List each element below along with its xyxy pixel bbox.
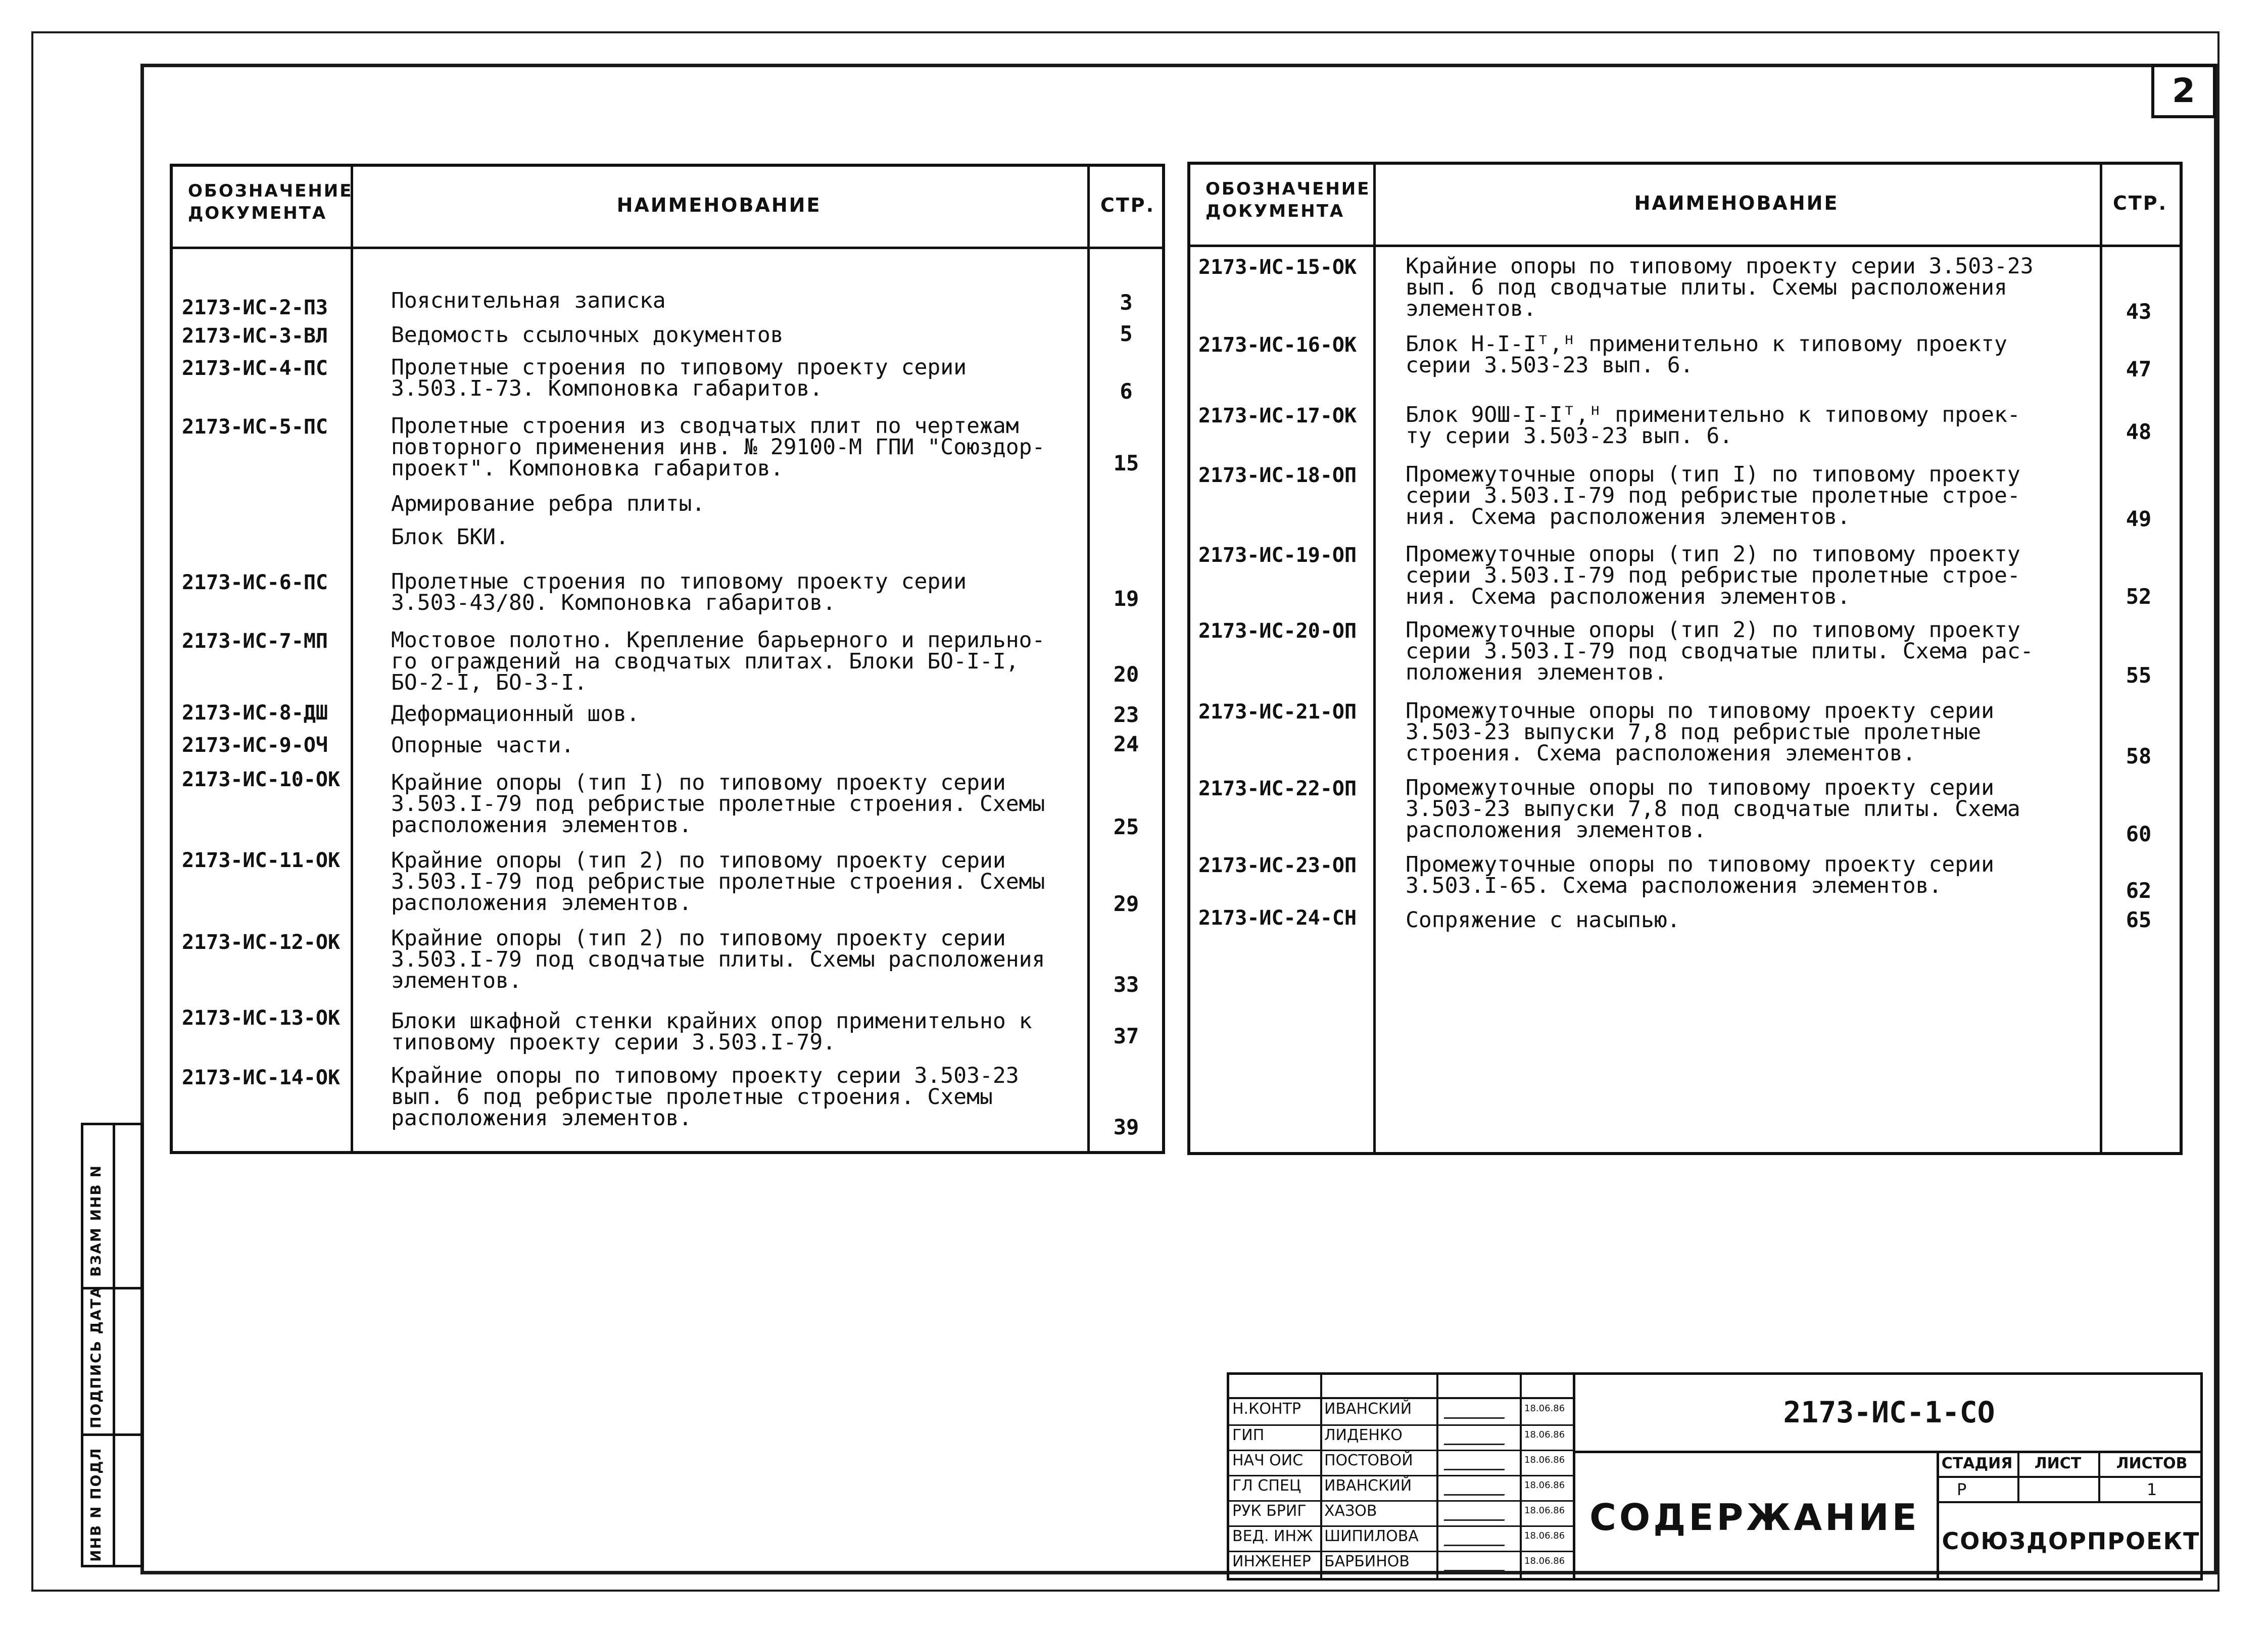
row-page: 29 <box>1113 891 1139 916</box>
staff-top-divider <box>1229 1397 1573 1399</box>
header-designation: ОБОЗНАЧЕНИЕ ДОКУМЕНТА <box>1205 179 1371 221</box>
stage-value: Р <box>1957 1480 1967 1499</box>
row-page: 43 <box>2126 299 2152 324</box>
row-code: 2173-ИС-19-ОП <box>1198 544 1357 567</box>
staff-name: ШИПИЛОВА <box>1324 1527 1419 1545</box>
row-name: Пролетные строения по типовому проекту серии 3.503-43/80. Компоновка габаритов. <box>391 569 967 615</box>
staff-role: НАЧ ОИС <box>1232 1452 1304 1469</box>
row-code: 2173-ИС-12-ОК <box>182 931 341 954</box>
row-name: Деформационный шов. <box>391 701 640 727</box>
row-code: 2173-ИС-14-ОК <box>182 1066 341 1089</box>
row-page: 47 <box>2126 357 2152 381</box>
staff-signature <box>1443 1530 1510 1546</box>
sheet-number: 2 <box>2151 64 2216 118</box>
row-page: 25 <box>1113 814 1139 839</box>
staff-signature <box>1443 1403 1510 1419</box>
row-code: 2173-ИС-22-ОП <box>1198 777 1357 800</box>
row-page: 52 <box>2126 584 2152 609</box>
staff-signature <box>1443 1556 1510 1571</box>
row-code: 2173-ИС-2-ПЗ <box>182 296 328 319</box>
row-page: 49 <box>2126 506 2152 531</box>
row-name: Пролетные строения по типовому проекту серии 3.503.I-73. Компоновка габаритов. <box>391 355 967 401</box>
row-code: 2173-ИС-23-ОП <box>1198 854 1357 877</box>
side-stamp <box>81 1123 143 1567</box>
staff-signature <box>1443 1480 1510 1496</box>
staff-row-divider <box>1229 1551 1573 1552</box>
staff-role: Н.КОНТР <box>1232 1400 1301 1418</box>
title-block <box>1227 1372 2203 1580</box>
row-name: Промежуточные опоры (тип 2) по типовому проекту серии 3.503.I-79 под ребристые пролетные строе- ния. Схема расположения элементов. <box>1406 542 2020 609</box>
stamp-replace-inv: ВЗАМ ИНВ N <box>87 1165 104 1277</box>
staff-date: 18.06.86 <box>1524 1403 1565 1414</box>
row-name: Пролетные строения из сводчатых плит по чертежам повторного применения инв. № 29100-М ГПИ "Союздор- проект". Компоновка габаритов. <box>391 413 1045 481</box>
row-code: 2173-ИС-13-ОК <box>182 1007 341 1030</box>
header-name: НАИМЕНОВАНИЕ <box>616 194 822 216</box>
sheet-label: ЛИСТ <box>2034 1455 2082 1472</box>
row-page: 23 <box>1113 702 1139 727</box>
sheets-value: 1 <box>2146 1480 2157 1499</box>
staff-role: ГЛ СПЕЦ <box>1232 1477 1301 1495</box>
staff-name: ИВАНСКИЙ <box>1324 1400 1412 1418</box>
row-page: 39 <box>1113 1115 1139 1139</box>
staff-role: ГИП <box>1232 1426 1265 1444</box>
stamp-signature-date: ПОДПИСЬ ДАТА <box>87 1285 104 1428</box>
row-page: 58 <box>2126 744 2152 769</box>
stage-label: СТАДИЯ <box>1941 1455 2013 1472</box>
staff-row-divider <box>1229 1424 1573 1426</box>
row-code: 2173-ИС-16-ОК <box>1198 333 1357 357</box>
header-name: НАИМЕНОВАНИЕ <box>1634 192 1839 214</box>
stamp-inv-original: ИНВ N ПОДЛ <box>87 1447 104 1562</box>
row-name: Промежуточные опоры по типовому проекту серии 3.503-23 выпуски 7,8 под сводчатые плиты. Схема расположения элементов. <box>1406 775 2020 843</box>
row-page: 5 <box>1120 321 1133 346</box>
row-page: 6 <box>1120 379 1133 404</box>
row-name: Опорные части. <box>391 733 574 758</box>
staff-role: ИНЖЕНЕР <box>1232 1553 1311 1570</box>
row-code: 2173-ИС-17-ОК <box>1198 404 1357 427</box>
row-name: Блок Н-I-Iᵀ,ᴴ применительно к типовому проекту серии 3.503-23 вып. 6. <box>1406 331 2007 378</box>
staff-date: 18.06.86 <box>1524 1505 1565 1516</box>
row-code: 2173-ИС-5-ПС <box>182 415 328 439</box>
document-title: СОДЕРЖАНИЕ <box>1589 1496 1920 1539</box>
row-code: 2173-ИС-24-СН <box>1198 906 1357 930</box>
row-code: 2173-ИС-11-ОК <box>182 849 341 872</box>
staff-name: БАРБИНОВ <box>1324 1553 1410 1570</box>
row-name: Крайние опоры (тип 2) по типовому проекту серии 3.503.I-79 под сводчатые плиты. Схемы расположения элементов. <box>391 926 1045 993</box>
header-designation: ОБОЗНАЧЕНИЕ ДОКУМЕНТА <box>188 181 353 223</box>
staff-signature <box>1443 1429 1510 1445</box>
row-code: 2173-ИС-9-ОЧ <box>182 734 328 757</box>
staff-name: ЛИДЕНКО <box>1324 1426 1403 1444</box>
row-page: 3 <box>1120 290 1133 315</box>
staff-signature <box>1443 1505 1510 1521</box>
header-page: СТР. <box>1100 194 1155 216</box>
row-name: Пояснительная записка <box>391 288 666 313</box>
row-name: Крайние опоры по типовому проекту серии 3.503-23 вып. 6 под сводчатые плиты. Схемы расположения элементов. <box>1406 254 2034 321</box>
row-page: 37 <box>1113 1024 1139 1048</box>
row-page: 15 <box>1113 451 1139 475</box>
staff-row-divider <box>1229 1500 1573 1502</box>
staff-name: ПОСТОВОЙ <box>1324 1452 1413 1469</box>
staff-date: 18.06.86 <box>1524 1455 1565 1465</box>
left-contents-table <box>170 164 1165 1154</box>
row-code: 2173-ИС-3-ВЛ <box>182 324 328 348</box>
staff-signature <box>1443 1455 1510 1470</box>
row-code: 2173-ИС-4-ПС <box>182 357 328 380</box>
row-page: 60 <box>2126 822 2152 846</box>
row-name: Ведомость ссылочных документов <box>391 322 784 348</box>
row-name: Крайние опоры (тип 2) по типовому проекту серии 3.503.I-79 под ребристые пролетные строения. Схемы расположения элементов. <box>391 848 1045 916</box>
row-code: 2173-ИС-8-ДШ <box>182 701 328 725</box>
staff-date: 18.06.86 <box>1524 1480 1565 1491</box>
staff-name: ИВАНСКИЙ <box>1324 1477 1412 1495</box>
sheets-label: ЛИСТОВ <box>2116 1455 2188 1472</box>
row-name: Сопряжение с насыпью. <box>1406 907 1680 933</box>
row-page: 55 <box>2126 663 2152 688</box>
row-code: 2173-ИС-21-ОП <box>1198 700 1357 724</box>
row-code: 2173-ИС-6-ПС <box>182 571 328 594</box>
row-name: Промежуточные опоры (тип I) по типовому проекту серии 3.503.I-79 под ребристые пролетные строе- ния. Схема расположения элементов. <box>1406 462 2020 530</box>
row-page: 19 <box>1113 586 1139 611</box>
row-page: 33 <box>1113 972 1139 997</box>
organization-name: СОЮЗДОРПРОЕКТ <box>1942 1527 2200 1555</box>
row-page: 20 <box>1113 662 1139 687</box>
row-name: Блок БКИ. <box>391 524 509 550</box>
row-name: Крайние опоры (тип I) по типовому проекту серии 3.503.I-79 под ребристые пролетные строения. Схемы расположения элементов. <box>391 770 1045 838</box>
row-name: Армирование ребра плиты. <box>391 491 705 516</box>
row-code: 2173-ИС-15-ОК <box>1198 256 1357 279</box>
staff-date: 18.06.86 <box>1524 1429 1565 1440</box>
row-name: Блок 9ОШ-I-Iᵀ,ᴴ применительно к типовому проек- ту серии 3.503-23 вып. 6. <box>1406 402 2020 449</box>
row-code: 2173-ИС-20-ОП <box>1198 619 1357 643</box>
row-page: 24 <box>1113 732 1139 756</box>
row-code: 2173-ИС-7-МП <box>182 630 328 653</box>
row-page: 62 <box>2126 878 2152 903</box>
staff-row-divider <box>1229 1475 1573 1476</box>
row-name: Крайние опоры по типовому проекту серии 3.503-23 вып. 6 под ребристые пролетные строения. Схемы расположения элементов. <box>391 1063 1019 1131</box>
row-name: Промежуточные опоры по типовому проекту серии 3.503.I-65. Схема расположения элементов. <box>1406 852 1994 898</box>
row-page: 48 <box>2126 419 2152 444</box>
staff-date: 18.06.86 <box>1524 1556 1565 1566</box>
staff-name: ХАЗОВ <box>1324 1502 1377 1520</box>
row-name: Мостовое полотно. Крепление барьерного и перильно- го ограждений на сводчатых плитах. Блоки БО-I-I, БО-2-I, БО-3-I. <box>391 628 1045 695</box>
staff-row-divider <box>1229 1525 1573 1527</box>
row-name: Блоки шкафной стенки крайних опор применительно к типовому проекту серии 3.503.I-79. <box>391 1009 1032 1055</box>
document-code: 2173-ИС-1-СО <box>1783 1395 1995 1429</box>
staff-row-divider <box>1229 1450 1573 1451</box>
row-name: Промежуточные опоры (тип 2) по типовому проекту серии 3.503.I-79 под сводчатые плиты. Схема рас- положения элементов. <box>1406 617 2034 685</box>
row-name: Промежуточные опоры по типовому проекту серии 3.503-23 выпуски 7,8 под ребристые пролетные строения. Схема расположения элементов. <box>1406 698 1994 766</box>
staff-role: ВЕД. ИНЖ <box>1232 1527 1313 1545</box>
staff-role: РУК БРИГ <box>1232 1502 1307 1520</box>
row-page: 65 <box>2126 907 2152 932</box>
staff-date: 18.06.86 <box>1524 1530 1565 1541</box>
right-contents-table <box>1187 162 2183 1155</box>
row-code: 2173-ИС-10-ОК <box>182 768 341 791</box>
header-page: СТР. <box>2112 192 2168 214</box>
row-code: 2173-ИС-18-ОП <box>1198 464 1357 487</box>
